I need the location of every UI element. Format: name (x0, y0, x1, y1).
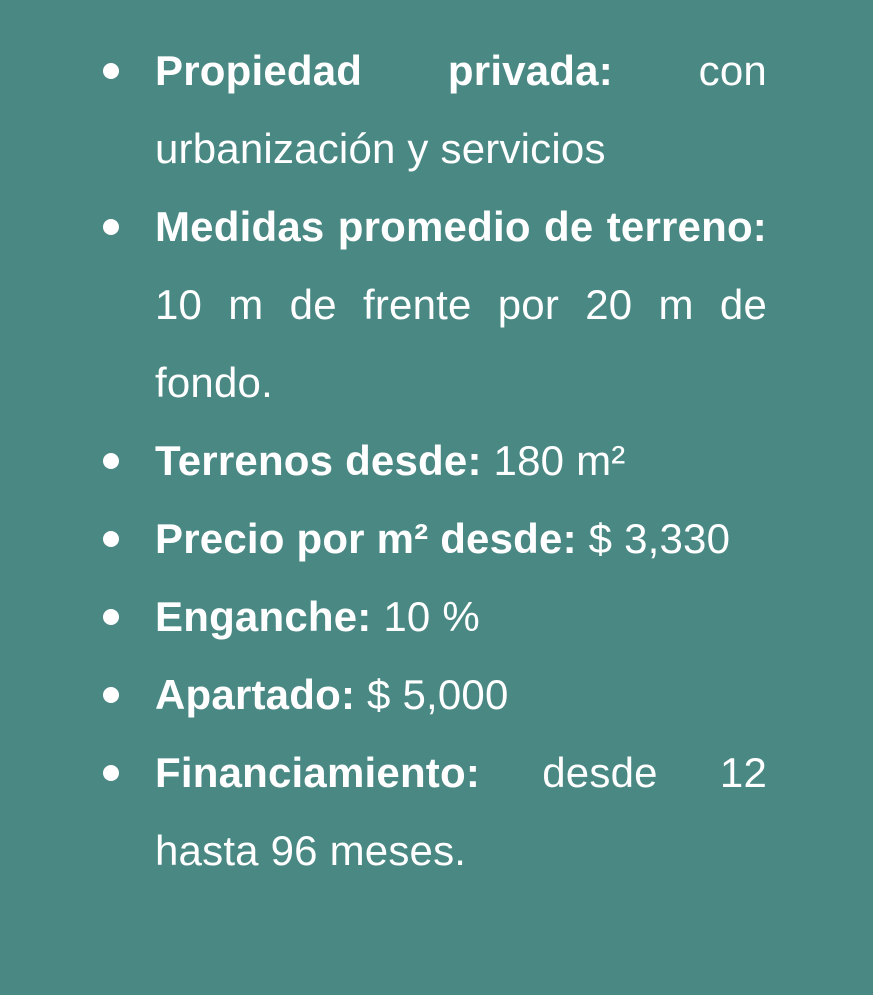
feature-label: Apartado: (155, 671, 356, 718)
feature-item-precio (0, 500, 767, 578)
bullet-icon (103, 63, 119, 79)
feature-value: $ 5,000 (367, 671, 509, 718)
feature-label: Financiamiento: (155, 749, 481, 796)
feature-label: Terrenos desde: (155, 437, 482, 484)
feature-value: 180 m² (493, 437, 626, 484)
feature-label: Medidas promedio de terreno: (155, 203, 767, 250)
bullet-icon (103, 219, 119, 235)
feature-item-propiedad (0, 32, 767, 188)
bullet-icon (103, 609, 119, 625)
feature-label: Precio por m² desde: (155, 515, 577, 562)
feature-list (0, 32, 873, 890)
bullet-icon (103, 531, 119, 547)
feature-item-medidas (0, 188, 767, 422)
feature-value: desde 12 hasta 96 meses. (155, 749, 767, 874)
feature-item-enganche (0, 578, 767, 656)
bullet-icon (103, 453, 119, 469)
feature-value: 10 m de frente por 20 m de fondo. (155, 281, 767, 406)
feature-label: Propiedad privada: (155, 47, 613, 94)
bullet-icon (103, 765, 119, 781)
feature-label: Enganche: (155, 593, 372, 640)
feature-item-apartado (0, 656, 767, 734)
feature-value: con urbanización y servicios (155, 47, 767, 172)
bullet-icon (103, 687, 119, 703)
feature-value: 10 % (383, 593, 480, 640)
feature-value: $ 3,330 (588, 515, 731, 562)
feature-item-financiamiento (0, 734, 767, 890)
feature-item-terrenos (0, 422, 767, 500)
